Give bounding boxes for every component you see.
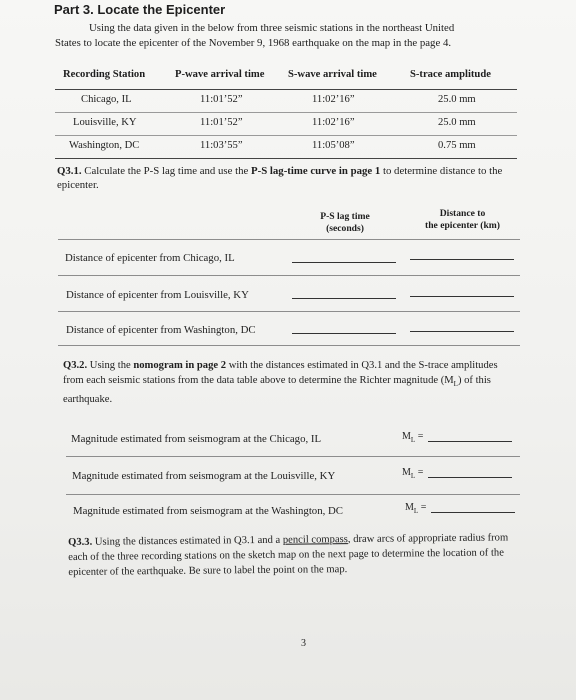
column-header-line: (seconds) (326, 223, 364, 234)
page-number: 3 (301, 638, 306, 649)
underlined-term: pencil compass (282, 534, 348, 546)
magnitude-blank[interactable] (428, 477, 512, 478)
header-s-wave: S-wave arrival time (288, 69, 377, 80)
table-row (55, 90, 517, 112)
magnitude-blank[interactable] (431, 512, 515, 513)
column-header-distance (405, 208, 520, 232)
magnitude-blank[interactable] (428, 441, 512, 442)
question-3-1 (57, 164, 517, 192)
table-rule (66, 456, 520, 457)
question-3-3 (68, 530, 528, 580)
question-bold-ref: nomogram in page 2 (133, 360, 227, 371)
column-header-lag-time (300, 211, 390, 235)
subscript: L (453, 380, 458, 389)
cell-s-wave: 11:02’16” (312, 94, 355, 105)
column-header-line: the epicenter (km) (425, 220, 500, 231)
cell-station: Louisville, KY (73, 117, 137, 128)
header-s-trace: S-trace amplitude (410, 69, 491, 80)
magnitude-symbol: $M_L$ = (405, 502, 427, 515)
distance-blank[interactable] (410, 296, 514, 297)
cell-amplitude: 25.0 mm (438, 117, 476, 128)
table-rule (58, 311, 520, 312)
intro-line-2: States to locate the epicenter of the November 9, 1968 earthquake on the map in the page 4. (55, 37, 452, 49)
lag-time-blank[interactable] (292, 298, 396, 299)
table-rule (58, 275, 520, 276)
cell-station: Chicago, IL (81, 94, 132, 105)
magnitude-row-label: Magnitude estimated from seismogram at the Washington, DC (73, 505, 344, 517)
intro-paragraph (55, 21, 515, 51)
question-text: Calculate the P-S lag time and use the (81, 165, 252, 177)
section-title: Part 3. Locate the Epicenter (54, 2, 226, 17)
question-text: Using the distances estimated in Q3.1 and a (92, 534, 283, 548)
magnitude-row-label: Magnitude estimated from seismogram at the Chicago, IL (71, 433, 322, 445)
question-text-end: ) of this earthquake. (63, 375, 491, 406)
magnitude-symbol: $M_L$ = (402, 467, 424, 480)
distance-blank[interactable] (410, 331, 514, 332)
question-text: Using the (87, 360, 134, 371)
question-text-cont: with the distances estimated in Q3.1 and the S-trace amplitudes from each seismic stations from the data table above to determine the Richter magnitude (M (63, 360, 498, 386)
distance-row-label: Distance of epicenter from Chicago, IL (65, 252, 235, 264)
question-number: Q3.1. (57, 165, 82, 177)
table-bottom-rule (55, 158, 517, 159)
cell-p-wave: 11:01’52” (200, 94, 243, 105)
distance-row-label: Distance of epicenter from Washington, DC (66, 324, 256, 336)
header-recording-station: Recording Station (63, 69, 146, 80)
magnitude-row-label: Magnitude estimated from seismogram at the Louisville, KY (72, 470, 336, 482)
header-p-wave: P-wave arrival time (175, 69, 265, 80)
column-header-line: P-S lag time (320, 211, 370, 222)
cell-p-wave: 11:01’52” (200, 117, 243, 128)
cell-s-wave: 11:02’16” (312, 117, 355, 128)
distance-row-label: Distance of epicenter from Louisville, KY (66, 289, 249, 301)
table-header-row (55, 67, 517, 89)
table-rule (58, 345, 520, 346)
question-number: Q3.3. (68, 536, 93, 548)
table-rule (58, 239, 520, 240)
table-row (55, 136, 517, 158)
intro-line-1: Using the data given in the below from three seismic stations in the northeast United (89, 22, 455, 34)
question-bold-ref: P-S lag-time curve in page 1 (251, 165, 381, 177)
question-3-2 (63, 358, 503, 407)
lag-time-blank[interactable] (292, 262, 396, 263)
seismic-data-table (55, 67, 517, 159)
cell-station: Washington, DC (69, 140, 140, 151)
cell-amplitude: 0.75 mm (438, 140, 476, 151)
column-header-line: Distance to (439, 208, 486, 219)
table-rule (66, 494, 520, 495)
table-row (55, 113, 517, 135)
distance-blank[interactable] (410, 259, 514, 260)
cell-s-wave: 11:05’08” (312, 140, 355, 151)
cell-amplitude: 25.0 mm (438, 94, 476, 105)
question-text-cont: to determine distance to the epicenter. (57, 165, 503, 191)
question-text-cont: , draw arcs of appropriate radius from each of the three recording stations on the sketch map on the next page to determine the location of the epicenter of the earthquake. Be sure to label the point on the map. (68, 532, 509, 578)
question-number: Q3.2. (63, 360, 88, 371)
magnitude-symbol: $M_L$ = (402, 431, 424, 444)
lag-time-blank[interactable] (292, 333, 396, 334)
cell-p-wave: 11:03’55” (200, 140, 243, 151)
